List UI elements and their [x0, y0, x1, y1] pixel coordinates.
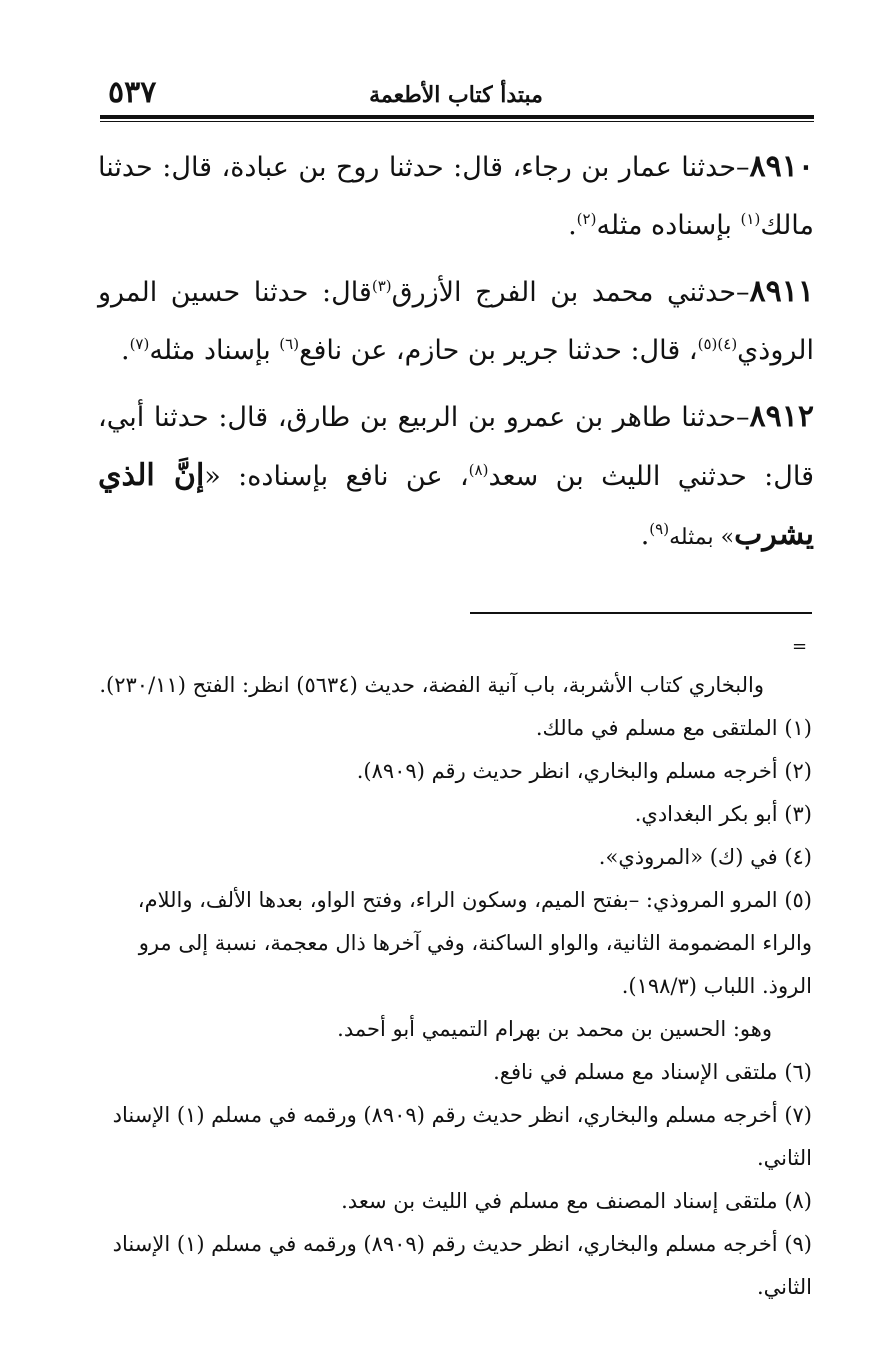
footnote-separator [470, 612, 812, 614]
hadith-text: ، قال: حدثنا جرير بن حازم، عن نافع [299, 335, 698, 366]
footnote-7: (٧) أخرجه مسلم والبخاري، انظر حديث رقم (٨٩٠٩) ورقمه في مسلم (١) الإسناد الثاني. [112, 1103, 812, 1170]
footnote-2: (٢) أخرجه مسلم والبخاري، انظر حديث رقم (٨٩٠٩). [356, 759, 812, 783]
hadith-text: بإسناد مثله [149, 335, 280, 366]
page-header [100, 75, 812, 110]
hadith-number: ٨٩١١ [749, 274, 814, 309]
header-rule [100, 115, 814, 119]
footnote-6: (٦) ملتقى الإسناد مع مسلم في نافع. [493, 1060, 812, 1084]
footnote-ref: (٤)(٥) [697, 335, 738, 353]
footnote-ref: (٣) [371, 277, 392, 295]
hadith-text: قال: حدثنا حسين المرو الروذي [98, 277, 814, 366]
hadith-8911 [98, 263, 814, 380]
footnote-5: (٥) المرو المروذي: –بفتح الميم، وسكون الراء، وفتح الواو، بعدها الألف، واللام، والراء المضمومة الثانية، والواو الساكنة، وفي آخرها ذال معجمة، نسبة إلى مرو الروذ. اللباب (١٩٨/٣). [137, 888, 812, 998]
hadith-text: . [640, 520, 650, 551]
hadith-text-block [98, 138, 814, 575]
footnotes [92, 664, 812, 1309]
hadith-text: . [568, 210, 577, 241]
hadith-quote: إنَّ الذي يشرب [98, 458, 814, 552]
hadith-text: ، عن نافع بإسناده: « [204, 461, 469, 492]
hadith-number: ٨٩١٢ [749, 399, 814, 434]
hadith-text: –حدثنا طاهر بن عمرو بن الربيع بن طارق، قال: حدثنا أبي، قال: حدثني الليث بن سعد [98, 402, 814, 492]
footnote-1: (١) الملتقى مع مسلم في مالك. [535, 716, 812, 740]
footnote-9: (٩) أخرجه مسلم والبخاري، انظر حديث رقم (٨٩٠٩) ورقمه في مسلم (١) الإسناد الثاني. [112, 1232, 812, 1299]
hadith-8912 [98, 388, 814, 567]
footnote-8: (٨) ملتقى إسناد المصنف مع مسلم في الليث بن سعد. [341, 1189, 812, 1213]
hadith-number: ٨٩١٠ [749, 149, 814, 184]
hadith-text: –حدثني محمد بن الفرج الأزرق [391, 277, 750, 308]
running-title: مبتدأ كتاب الأطعمة [369, 82, 543, 108]
footnote-carryover: والبخاري كتاب الأشربة، باب آنية الفضة، حديث (٥٦٣٤) انظر: الفتح (٢٣٠/١١). [99, 673, 764, 697]
hadith-text: بإسناده مثله [596, 210, 741, 241]
footnote-3: (٣) أبو بكر البغدادي. [634, 802, 812, 826]
footnote-5-continued: وهو: الحسين بن محمد بن بهرام التميمي أبو أحمد. [337, 1017, 772, 1041]
footnote-ref: (٧) [129, 335, 150, 353]
footnote-ref: (٦) [279, 335, 300, 353]
page-number: ٥٣٧ [108, 75, 157, 110]
footnote-4: (٤) في (ك) «المروذي». [598, 845, 812, 869]
hadith-8910 [98, 138, 814, 255]
hadith-text: » بمثله [669, 525, 735, 550]
header-rule-thin [100, 121, 814, 122]
hadith-text: . [120, 335, 130, 366]
continuation-mark: = [792, 636, 808, 657]
hadith-text: –حدثنا عمار بن رجاء، قال: حدثنا روح بن عبادة، قال: حدثنا مالك [98, 152, 814, 241]
footnote-ref: (٢) [576, 210, 597, 228]
footnote-ref: (١) [740, 210, 761, 228]
footnote-ref: (٨) [468, 461, 489, 479]
footnote-ref: (٩) [649, 520, 670, 538]
